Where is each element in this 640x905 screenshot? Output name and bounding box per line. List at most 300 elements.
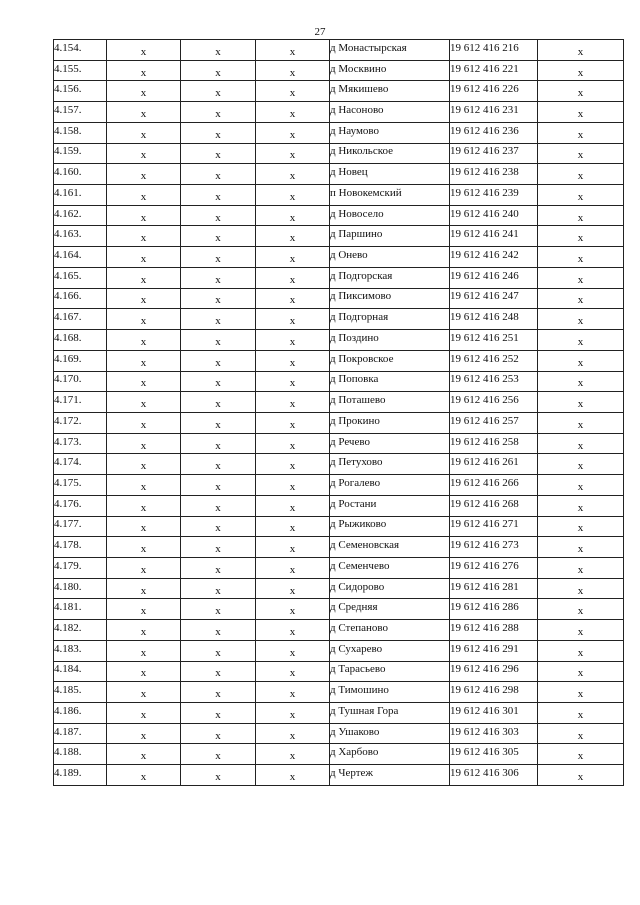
cell-x-cell: [107, 102, 181, 123]
cell-x: x: [215, 460, 221, 473]
cell-x: x: [289, 190, 296, 203]
settlement-name: д Мякишево: [330, 83, 389, 96]
cell-x-cell: [107, 330, 181, 351]
cell-x-cell: [256, 412, 330, 433]
cell-x-cell: [256, 495, 330, 516]
cell-x: x: [577, 170, 584, 183]
cell-x: x: [289, 315, 296, 328]
cell-x: x: [215, 522, 221, 535]
row-number-cell: [54, 454, 107, 475]
cell-x-cell: [538, 682, 624, 703]
cell-x: x: [215, 646, 221, 659]
row-number: 4.189.: [54, 767, 82, 780]
cell-x: x: [140, 87, 147, 100]
table-row: [54, 143, 624, 164]
row-number: 4.184.: [54, 663, 82, 676]
row-number: 4.161.: [54, 186, 82, 199]
settlement-name-cell: [330, 392, 450, 413]
row-number-cell: [54, 599, 107, 620]
cell-x-cell: [256, 330, 330, 351]
cell-x-cell: [256, 309, 330, 330]
settlement-name-cell: [330, 557, 450, 578]
cell-x: x: [577, 605, 584, 618]
row-number-cell: [54, 516, 107, 537]
cell-x-cell: [538, 578, 624, 599]
cell-x-cell: [107, 557, 181, 578]
row-number-cell: [54, 682, 107, 703]
settlement-name-cell: [330, 433, 450, 454]
cell-x: x: [140, 253, 147, 266]
cell-x: x: [140, 335, 147, 348]
settlement-name-cell: [330, 267, 450, 288]
cell-x-cell: [107, 185, 181, 206]
cell-x-cell: [181, 703, 256, 724]
cell-x: x: [215, 108, 221, 121]
cell-x: x: [289, 522, 296, 535]
cell-x-cell: [107, 765, 181, 786]
cell-x: x: [577, 501, 584, 514]
cell-x-cell: [107, 682, 181, 703]
oktmo-code-cell: [450, 557, 538, 578]
cell-x: x: [577, 273, 584, 286]
cell-x: x: [289, 584, 296, 597]
cell-x: x: [215, 418, 221, 431]
cell-x: x: [577, 708, 584, 721]
cell-x: x: [289, 439, 296, 452]
settlement-name: д Сидорово: [330, 580, 385, 593]
cell-x-cell: [181, 226, 256, 247]
settlement-name: д Рогалево: [330, 476, 381, 489]
cell-x-cell: [181, 454, 256, 475]
cell-x-cell: [256, 578, 330, 599]
settlement-name-cell: [330, 143, 450, 164]
cell-x: x: [577, 480, 584, 493]
cell-x: x: [140, 398, 147, 411]
cell-x-cell: [256, 723, 330, 744]
oktmo-code: 19 612 416 236: [450, 124, 519, 137]
oktmo-code: 19 612 416 216: [450, 41, 519, 54]
oktmo-code-cell: [450, 205, 538, 226]
cell-x-cell: [181, 765, 256, 786]
oktmo-code-cell: [450, 723, 538, 744]
oktmo-code-cell: [450, 185, 538, 206]
oktmo-code: 19 612 416 241: [450, 228, 519, 241]
row-number-cell: [54, 185, 107, 206]
settlement-name-cell: [330, 578, 450, 599]
settlement-name: д Поздино: [330, 331, 379, 344]
row-number: 4.157.: [54, 104, 82, 117]
settlement-name-cell: [330, 226, 450, 247]
row-number-cell: [54, 102, 107, 123]
cell-x-cell: [107, 723, 181, 744]
cell-x: x: [289, 211, 296, 224]
oktmo-code: 19 612 416 231: [450, 104, 519, 117]
cell-x: x: [289, 563, 296, 576]
row-number: 4.186.: [54, 704, 82, 717]
cell-x: x: [140, 108, 147, 121]
table-row: [54, 247, 624, 268]
cell-x-cell: [256, 288, 330, 309]
row-number-cell: [54, 661, 107, 682]
cell-x: x: [140, 273, 147, 286]
settlement-name: д Рыжиково: [330, 518, 387, 531]
cell-x: x: [289, 253, 296, 266]
oktmo-code: 19 612 416 298: [450, 684, 519, 697]
cell-x: x: [140, 66, 147, 79]
row-number: 4.168.: [54, 331, 82, 344]
cell-x: x: [140, 605, 147, 618]
table-row: [54, 371, 624, 392]
settlement-name-cell: [330, 599, 450, 620]
settlement-name: д Семеновская: [330, 539, 400, 552]
cell-x-cell: [107, 703, 181, 724]
cell-x: x: [140, 460, 147, 473]
cell-x: x: [289, 87, 296, 100]
row-number-cell: [54, 723, 107, 744]
cell-x: x: [140, 439, 147, 452]
oktmo-code-cell: [450, 578, 538, 599]
row-number: 4.187.: [54, 725, 82, 738]
row-number: 4.176.: [54, 497, 82, 510]
cell-x-cell: [538, 226, 624, 247]
table-row: [54, 723, 624, 744]
cell-x-cell: [107, 164, 181, 185]
cell-x: x: [215, 708, 221, 721]
table-row: [54, 620, 624, 641]
cell-x-cell: [181, 309, 256, 330]
row-number-cell: [54, 205, 107, 226]
cell-x-cell: [181, 185, 256, 206]
cell-x: x: [577, 315, 584, 328]
table-row: [54, 661, 624, 682]
cell-x-cell: [181, 433, 256, 454]
oktmo-code-cell: [450, 454, 538, 475]
cell-x: x: [140, 128, 147, 141]
cell-x-cell: [181, 40, 256, 61]
table-row: [54, 267, 624, 288]
cell-x-cell: [538, 247, 624, 268]
oktmo-code-cell: [450, 392, 538, 413]
oktmo-code-cell: [450, 309, 538, 330]
cell-x-cell: [256, 661, 330, 682]
cell-x: x: [289, 771, 296, 784]
oktmo-code: 19 612 416 251: [450, 331, 519, 344]
cell-x-cell: [256, 226, 330, 247]
cell-x: x: [140, 480, 147, 493]
cell-x: x: [215, 439, 221, 452]
cell-x: x: [289, 480, 296, 493]
cell-x: x: [577, 522, 584, 535]
row-number-cell: [54, 412, 107, 433]
cell-x: x: [577, 646, 584, 659]
cell-x: x: [577, 625, 584, 638]
oktmo-code: 19 612 416 221: [450, 62, 519, 75]
oktmo-code-cell: [450, 371, 538, 392]
cell-x-cell: [538, 122, 624, 143]
cell-x-cell: [538, 537, 624, 558]
cell-x: x: [140, 356, 147, 369]
settlement-name-cell: [330, 620, 450, 641]
settlement-name: д Прокино: [330, 414, 380, 427]
cell-x: x: [215, 294, 221, 307]
cell-x: x: [577, 584, 584, 597]
cell-x-cell: [107, 350, 181, 371]
cell-x-cell: [256, 516, 330, 537]
cell-x: x: [140, 750, 147, 763]
cell-x: x: [215, 190, 221, 203]
cell-x-cell: [107, 247, 181, 268]
settlement-name: д Тимошино: [330, 684, 389, 697]
settlement-name-cell: [330, 350, 450, 371]
oktmo-code: 19 612 416 286: [450, 601, 519, 614]
oktmo-code: 19 612 416 242: [450, 249, 519, 262]
oktmo-code-cell: [450, 433, 538, 454]
cell-x: x: [140, 563, 147, 576]
table-row: [54, 557, 624, 578]
table-row: [54, 392, 624, 413]
cell-x: x: [215, 501, 221, 514]
cell-x-cell: [181, 682, 256, 703]
cell-x: x: [215, 543, 221, 556]
cell-x: x: [577, 398, 584, 411]
oktmo-code-cell: [450, 81, 538, 102]
row-number-cell: [54, 620, 107, 641]
cell-x: x: [577, 418, 584, 431]
oktmo-code: 19 612 416 291: [450, 642, 519, 655]
settlement-name-cell: [330, 412, 450, 433]
oktmo-code-cell: [450, 765, 538, 786]
cell-x: x: [577, 356, 584, 369]
cell-x: x: [577, 563, 584, 576]
table-row: [54, 330, 624, 351]
settlement-name-cell: [330, 682, 450, 703]
table-row: [54, 81, 624, 102]
settlement-name-cell: [330, 205, 450, 226]
cell-x: x: [215, 667, 221, 680]
row-number: 4.156.: [54, 83, 82, 96]
cell-x: x: [577, 190, 584, 203]
settlement-name: д Новосело: [330, 207, 384, 220]
cell-x-cell: [256, 350, 330, 371]
row-number: 4.167.: [54, 311, 82, 324]
cell-x-cell: [256, 205, 330, 226]
settlement-name-cell: [330, 185, 450, 206]
cell-x-cell: [181, 661, 256, 682]
cell-x: x: [289, 232, 296, 245]
cell-x: x: [289, 45, 296, 58]
oktmo-code: 19 612 416 252: [450, 352, 519, 365]
cell-x-cell: [181, 516, 256, 537]
cell-x-cell: [181, 288, 256, 309]
cell-x-cell: [107, 371, 181, 392]
cell-x: x: [140, 377, 147, 390]
cell-x-cell: [181, 640, 256, 661]
row-number: 4.159.: [54, 145, 82, 158]
cell-x: x: [289, 625, 296, 638]
cell-x-cell: [256, 40, 330, 61]
oktmo-code: 19 612 416 266: [450, 476, 519, 489]
oktmo-code-cell: [450, 226, 538, 247]
cell-x-cell: [256, 640, 330, 661]
cell-x-cell: [181, 557, 256, 578]
oktmo-code: 19 612 416 261: [450, 456, 519, 469]
settlement-name: д Сухарево: [330, 642, 383, 655]
settlement-name: д Тушная Гора: [330, 704, 399, 717]
table-row: [54, 309, 624, 330]
cell-x-cell: [107, 122, 181, 143]
oktmo-code-cell: [450, 102, 538, 123]
table-row: [54, 102, 624, 123]
row-number-cell: [54, 267, 107, 288]
cell-x-cell: [181, 744, 256, 765]
row-number: 4.185.: [54, 684, 82, 697]
cell-x-cell: [256, 81, 330, 102]
cell-x-cell: [256, 682, 330, 703]
settlement-name-cell: [330, 102, 450, 123]
cell-x-cell: [181, 143, 256, 164]
oktmo-code: 19 612 416 257: [450, 414, 519, 427]
table-row: [54, 40, 624, 61]
table-row: [54, 703, 624, 724]
oktmo-code: 19 612 416 246: [450, 269, 519, 282]
settlement-name-cell: [330, 640, 450, 661]
settlement-name: д Семенчево: [330, 559, 390, 572]
oktmo-code-cell: [450, 599, 538, 620]
cell-x: x: [577, 377, 584, 390]
table-row: [54, 350, 624, 371]
cell-x-cell: [107, 578, 181, 599]
cell-x-cell: [107, 205, 181, 226]
cell-x: x: [289, 708, 296, 721]
settlement-name: д Петухово: [330, 456, 383, 469]
settlement-name-cell: [330, 371, 450, 392]
cell-x-cell: [107, 454, 181, 475]
cell-x-cell: [181, 537, 256, 558]
oktmo-code: 19 612 416 248: [450, 311, 519, 324]
oktmo-code-cell: [450, 60, 538, 81]
cell-x: x: [289, 108, 296, 121]
cell-x-cell: [538, 205, 624, 226]
cell-x: x: [577, 439, 584, 452]
cell-x-cell: [181, 81, 256, 102]
row-number-cell: [54, 557, 107, 578]
row-number: 4.171.: [54, 394, 82, 407]
table-row: [54, 765, 624, 786]
cell-x: x: [577, 253, 584, 266]
row-number: 4.178.: [54, 539, 82, 552]
cell-x: x: [289, 667, 296, 680]
cell-x-cell: [107, 60, 181, 81]
row-number-cell: [54, 330, 107, 351]
table-row: [54, 599, 624, 620]
cell-x-cell: [181, 330, 256, 351]
oktmo-code: 19 612 416 256: [450, 394, 519, 407]
cell-x: x: [140, 170, 147, 183]
settlement-name-cell: [330, 744, 450, 765]
settlement-name: д Покровское: [330, 352, 394, 365]
cell-x: x: [140, 211, 147, 224]
oktmo-code-cell: [450, 640, 538, 661]
cell-x: x: [289, 149, 296, 162]
cell-x-cell: [538, 723, 624, 744]
row-number: 4.162.: [54, 207, 82, 220]
cell-x-cell: [256, 765, 330, 786]
cell-x-cell: [538, 164, 624, 185]
cell-x-cell: [107, 495, 181, 516]
cell-x-cell: [256, 185, 330, 206]
cell-x-cell: [181, 60, 256, 81]
settlement-name-cell: [330, 723, 450, 744]
oktmo-code: 19 612 416 240: [450, 207, 519, 220]
cell-x: x: [289, 460, 296, 473]
oktmo-code: 19 612 416 276: [450, 559, 519, 572]
cell-x-cell: [181, 620, 256, 641]
row-number-cell: [54, 371, 107, 392]
cell-x-cell: [256, 433, 330, 454]
cell-x: x: [289, 418, 296, 431]
cell-x: x: [577, 87, 584, 100]
cell-x-cell: [538, 350, 624, 371]
settlement-name: д Москвино: [330, 62, 387, 75]
row-number: 4.170.: [54, 373, 82, 386]
cell-x-cell: [538, 765, 624, 786]
cell-x-cell: [181, 102, 256, 123]
cell-x: x: [140, 294, 147, 307]
cell-x: x: [215, 563, 221, 576]
oktmo-code: 19 612 416 296: [450, 663, 519, 676]
cell-x-cell: [538, 620, 624, 641]
row-number: 4.173.: [54, 435, 82, 448]
settlement-name-cell: [330, 164, 450, 185]
cell-x-cell: [107, 40, 181, 61]
cell-x-cell: [107, 288, 181, 309]
row-number: 4.158.: [54, 124, 82, 137]
cell-x-cell: [107, 226, 181, 247]
settlement-name: д Никольское: [330, 145, 394, 158]
table-row: [54, 578, 624, 599]
table-body: [54, 40, 624, 786]
cell-x: x: [289, 66, 296, 79]
settlement-name-cell: [330, 516, 450, 537]
row-number-cell: [54, 392, 107, 413]
cell-x: x: [215, 128, 221, 141]
cell-x: x: [140, 688, 147, 701]
cell-x: x: [289, 335, 296, 348]
cell-x-cell: [538, 412, 624, 433]
cell-x: x: [577, 460, 584, 473]
cell-x-cell: [256, 60, 330, 81]
cell-x-cell: [256, 475, 330, 496]
cell-x-cell: [538, 744, 624, 765]
cell-x: x: [577, 128, 584, 141]
cell-x-cell: [538, 330, 624, 351]
cell-x: x: [289, 170, 296, 183]
oktmo-code-cell: [450, 143, 538, 164]
cell-x-cell: [181, 475, 256, 496]
cell-x-cell: [181, 392, 256, 413]
cell-x: x: [289, 543, 296, 556]
cell-x: x: [577, 232, 584, 245]
cell-x-cell: [256, 557, 330, 578]
oktmo-code-cell: [450, 330, 538, 351]
row-number-cell: [54, 309, 107, 330]
row-number-cell: [54, 226, 107, 247]
cell-x: x: [215, 315, 221, 328]
settlement-name: д Поташево: [330, 394, 386, 407]
oktmo-code: 19 612 416 288: [450, 621, 519, 634]
cell-x-cell: [107, 475, 181, 496]
settlement-name: д Степаново: [330, 621, 389, 634]
